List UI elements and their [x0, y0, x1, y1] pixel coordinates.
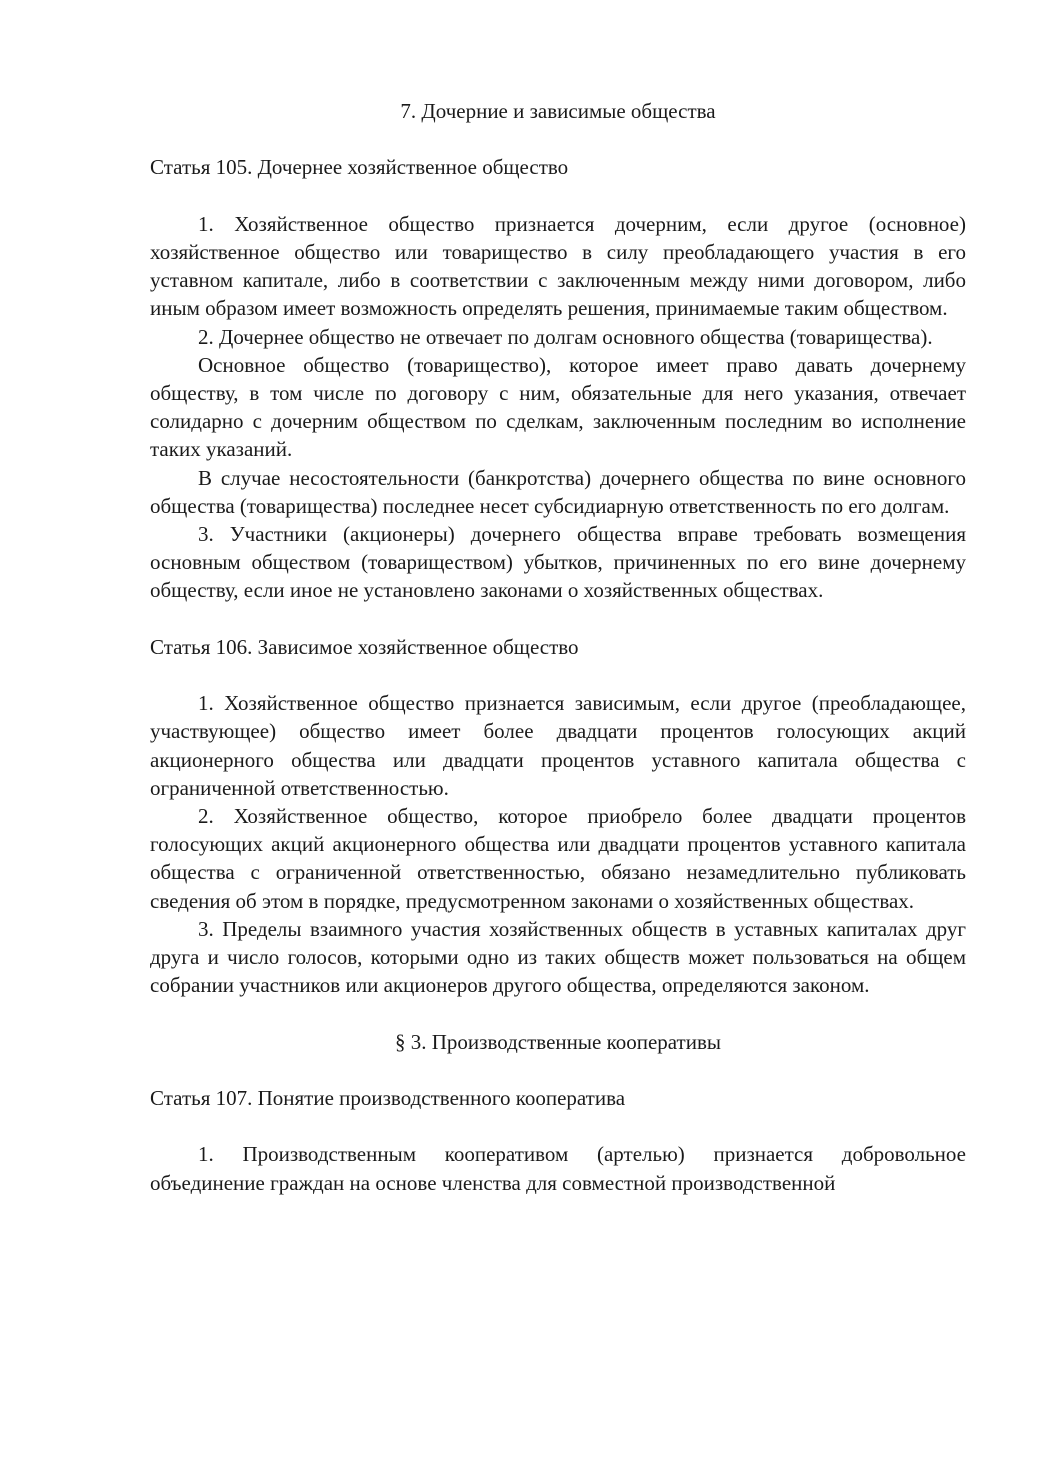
article-106-paragraph: 2. Хозяйственное общество, которое приобрело более двадцати процентов голосующих акций акционерного общества или двадцати процентов уставного капитала общества с ограниченной ответственностью, обязано незамедлительно публиковать сведения об этом в порядке, предусмотренном законами о хозяйственных обществах. — [150, 804, 966, 913]
section-heading-cooperatives: § 3. Производственные кооперативы — [395, 1029, 721, 1054]
article-107-paragraph: 1. Производственным кооперативом (артелью) признается добровольное объединение граждан на основе членства для совместной производственной — [150, 1142, 966, 1195]
article-106-paragraph: 1. Хозяйственное общество признается зависимым, если другое (преобладающее, участвующее) общество имеет более двадцати процентов голосующих акций акционерного общества или двадцати процентов уставного капитала общества с ограниченной ответственностью. — [150, 691, 966, 800]
spacer — [150, 605, 966, 633]
article-105-paragraph: 1. Хозяйственное общество признается дочерним, если другое (основное) хозяйственное общество или товарищество в силу преобладающего участия в его уставном капитале, либо в соответствии с заключенным между ними договором, либо иным образом имеет возможность определять решения, принимаемые таким обществом. — [150, 211, 966, 321]
article-107-title: Статья 107. Понятие производственного кооператива — [150, 1086, 626, 1111]
spacer — [150, 182, 966, 210]
spacer — [150, 661, 966, 689]
spacer — [150, 999, 966, 1027]
spacer — [150, 1056, 966, 1084]
document-page — [150, 97, 966, 1197]
spacer — [150, 1112, 966, 1140]
article-106-title: Статья 106. Зависимое хозяйственное общество — [150, 634, 579, 659]
spacer — [150, 125, 966, 153]
article-105-paragraph: В случае несостоятельности (банкротства) дочернего общества по вине основного общества (товарищества) последнее несет субсидиарную ответственность по его долгам. — [150, 465, 966, 518]
article-105-title: Статья 105. Дочернее хозяйственное общество — [150, 155, 569, 180]
article-105-paragraph: Основное общество (товарищество), которое имеет право давать дочернему обществу, в том числе по договору с ним, обязательные для него указания, отвечает солидарно с дочерним обществом по сделкам, заключенным последним во исполнение таких указаний. — [150, 352, 966, 462]
article-106-paragraph: 3. Пределы взаимного участия хозяйственных обществ в уставных капиталах друг друга и число голосов, которыми одно из таких обществ может пользоваться на общем собрании участников или акционеров другого общества, определяются законом. — [150, 916, 966, 998]
article-105-paragraph: 2. Дочернее общество не отвечает по долгам основного общества (товарищества). — [198, 324, 933, 349]
article-105-paragraph: 3. Участники (акционеры) дочернего общества вправе требовать возмещения основным обществом (товариществом) убытков, причиненных по его вине дочернему обществу, если иное не установлено законами о хозяйственных обществах. — [150, 522, 966, 603]
section-heading-subsidiaries: 7. Дочерние и зависимые общества — [400, 99, 716, 123]
